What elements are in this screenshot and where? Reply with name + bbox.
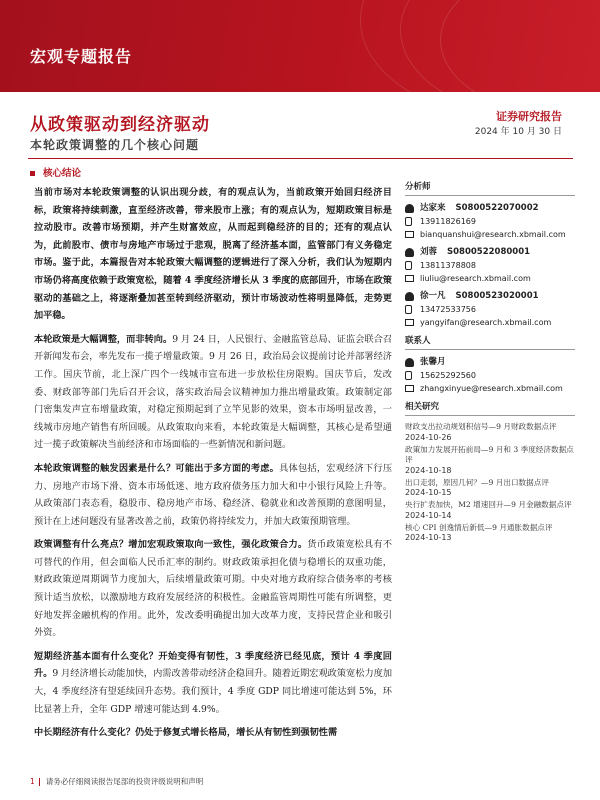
report-subtitle: 本轮政策调整的几个核心问题: [30, 138, 200, 152]
analyst-cert: S0800523020001: [455, 291, 539, 301]
body-paragraph: [34, 724, 392, 742]
analyst-email[interactable]: yangyifan@research.xbmail.com: [420, 318, 552, 327]
analyst-phone: 13911826169: [420, 217, 476, 226]
paragraph-lead: 短期经济基本面有什么变化？开始变得有韧性，3 季度经济已经见底，预计 4 季度回升。: [34, 650, 392, 680]
paragraph-text: 具体包括，宏观经济下行压力、房地产市场下滑、资本市场低迷、地方政府债务压力加大和中小银行风险上升等。从政策部门表态看，稳股市、稳房地产市场、稳经济、稳就业和改善预期的意图明显，预计在上述问题没有显著改善之前，政策仍将持续发力，并加大政策预期管理。: [34, 462, 393, 527]
header-banner: [0, 0, 600, 92]
analyst-name: 徐一凡: [420, 291, 446, 301]
related-heading: 相关研究: [405, 400, 575, 416]
footer-disclaimer: 请务必仔细阅读报告尾部的投资评级说明和声明: [45, 777, 204, 786]
analyst-cert: S0800522070002: [455, 203, 539, 213]
body-paragraph: [34, 648, 392, 718]
page-number: 1: [30, 777, 35, 786]
related-title[interactable]: 财政支出拉动规划积信号—9 月财政数据点评: [405, 422, 557, 431]
mail-icon: [405, 231, 414, 238]
paragraph-lead: 本轮政策调整的触发因素是什么？可能出于多方面的考虑。: [34, 462, 280, 474]
related-title[interactable]: 政策加力发展开拓前局—9 月和 3 季度经济数据点评: [405, 444, 574, 464]
analysts-heading: 分析师: [405, 180, 575, 196]
section-heading: [30, 165, 81, 179]
related-research-list: [405, 422, 575, 542]
contact-phone: 15625292560: [420, 371, 476, 380]
person-icon: [405, 292, 414, 301]
banner-title: 宏观专题报告: [30, 47, 133, 66]
footer-divider: [39, 778, 40, 786]
banner-decoration: [440, 0, 600, 92]
contact-card: [405, 356, 575, 395]
paragraph-lead: 政策调整有什么亮点？增加宏观政策取向一致性，强化政策合力。: [34, 539, 308, 551]
person-icon: [405, 358, 414, 367]
report-date: 2024 年 10 月 30 日: [474, 127, 562, 137]
title-divider: [28, 158, 573, 159]
analyst-name: 达家来: [420, 203, 446, 213]
related-date: 2024-10-14: [405, 510, 452, 520]
phone-icon: [405, 305, 412, 314]
body-paragraph: [34, 331, 392, 454]
report-type: 证券研究报告: [496, 110, 562, 123]
analyst-email[interactable]: liuliu@research.xbmail.com: [420, 274, 531, 283]
analyst-card: [405, 290, 575, 329]
related-title[interactable]: 央行扩表加快，M2 增速回升—9 月金融数据点评: [405, 500, 572, 509]
contact-heading: 联系人: [405, 334, 575, 350]
paragraph-text: 9 月经济增长动能加快，内需改善带动经济企稳回升。随着近期宏观政策宽松力度加大，4 季度经济有望延续回升态势。我们预计，4 季度 GDP 同比增速可能达到 5%，环比显著上升，全年 GDP 增速可能达到 4.9%。: [34, 668, 393, 715]
report-title: 从政策驱动到经济驱动: [30, 115, 210, 135]
paragraph-lead: 本轮政策是大幅调整，而非转向。: [34, 333, 173, 345]
mail-icon: [405, 385, 414, 392]
person-icon: [405, 204, 414, 213]
related-date: 2024-10-15: [405, 488, 452, 497]
analyst-phone: 13811378808: [420, 261, 476, 270]
person-icon: [405, 248, 414, 257]
mail-icon: [405, 319, 414, 326]
page-footer: [30, 776, 203, 787]
mail-icon: [405, 275, 414, 282]
analyst-phone: 13472533756: [420, 305, 476, 314]
summary-text: 当前市场对本轮政策调整的认识出现分歧，有的观点认为，当前政策开始回归经济目标，政策将持续刺激，直至经济改善，带来股市上涨；有的观点认为，短期政策目标是拉动股市。改善市场预期，并产生财富效应，从而起到稳经济的目的；还有的观点认为，此前股市、债市与房地产市场过于悲观，脱离了经济基本面，监管部门有义务稳定市场。鉴于此，本篇报告对本轮政策大幅调整的逻辑进行了深入分析，我们认为短期内市场仍将高度依赖于政策宽松，随着 4 季度经济增长从 3 季度的底部回升，市场在政策驱动的基础之上，将逐渐叠加甚至转到经济驱动，预计市场波动性将明显降低，走势更加平稳。: [34, 187, 392, 322]
analyst-card: [405, 202, 575, 241]
contact-email[interactable]: zhangxinyue@research.xbmail.com: [420, 384, 563, 393]
related-date: 2024-10-18: [405, 465, 452, 475]
related-title[interactable]: 核心 CPI 创逸情后新低—9 月通胀数据点评: [405, 522, 553, 532]
bullet-icon: [30, 171, 35, 176]
analyst-cert: S0800522080001: [447, 247, 531, 257]
phone-icon: [405, 217, 412, 226]
body-paragraph: [34, 536, 392, 642]
analyst-card: [405, 246, 575, 285]
body-paragraph: [34, 460, 392, 530]
related-date: 2024-10-26: [405, 432, 452, 442]
section-heading-label: 核心结论: [43, 168, 82, 179]
phone-icon: [405, 371, 412, 380]
paragraph-text: 货币政策宽松具有不可替代的作用，但会面临人民币汇率的制约。财政政策承担化债与稳增长的双重功能，财政政策逆周期调节力度加大，后续增量政策可期。中央对地方政府综合债务率的考核预计适当放松，以激励地方政府发展经济的积极性。金融监管周期性可能有所调整，更好地发挥金融机构的作用。此外，发改委明确提出加大改革力度，支持民营企业和吸引外资。: [34, 539, 393, 639]
contact-name: 张馨月: [420, 357, 446, 367]
paragraph-lead: 中长期经济有什么变化？仍处于修复式增长格局，增长从有韧性到强韧性需: [34, 727, 338, 739]
analyst-name: 刘蓉: [420, 247, 438, 257]
main-content: [34, 184, 392, 748]
phone-icon: [405, 261, 412, 270]
sidebar: [405, 180, 575, 545]
summary-paragraph: [34, 184, 392, 325]
related-title[interactable]: 出口走弱，原因几何？—9 月出口数据点评: [405, 477, 549, 487]
related-date: 2024-10-13: [405, 533, 452, 542]
analyst-email[interactable]: bianquanshui@research.xbmail.com: [420, 230, 566, 239]
paragraph-text: 9 月 24 日，人民银行、金融监管总局、证监会联合召开新闻发布会，率先发布一揽子增量政策。9 月 26 日，政治局会议提前讨论并部署经济工作。国庆节前，北上深广四个一线城市宣布进一步放松住房限购。国庆节后，发改委、财政部等部门先后召开会议，落实政治局会议精神加力推出增量政策。政策制定部门密集发声宣布增量政策，对稳定预期起到了立竿见影的效果，资本市场明显改善，一线城市房地产销售有所回暖。从政策取向来看，本轮政策是大幅调整，其核心是希望通过一揽子政策解决当前经济和市场面临的一些新情况和新问题。: [34, 333, 393, 451]
